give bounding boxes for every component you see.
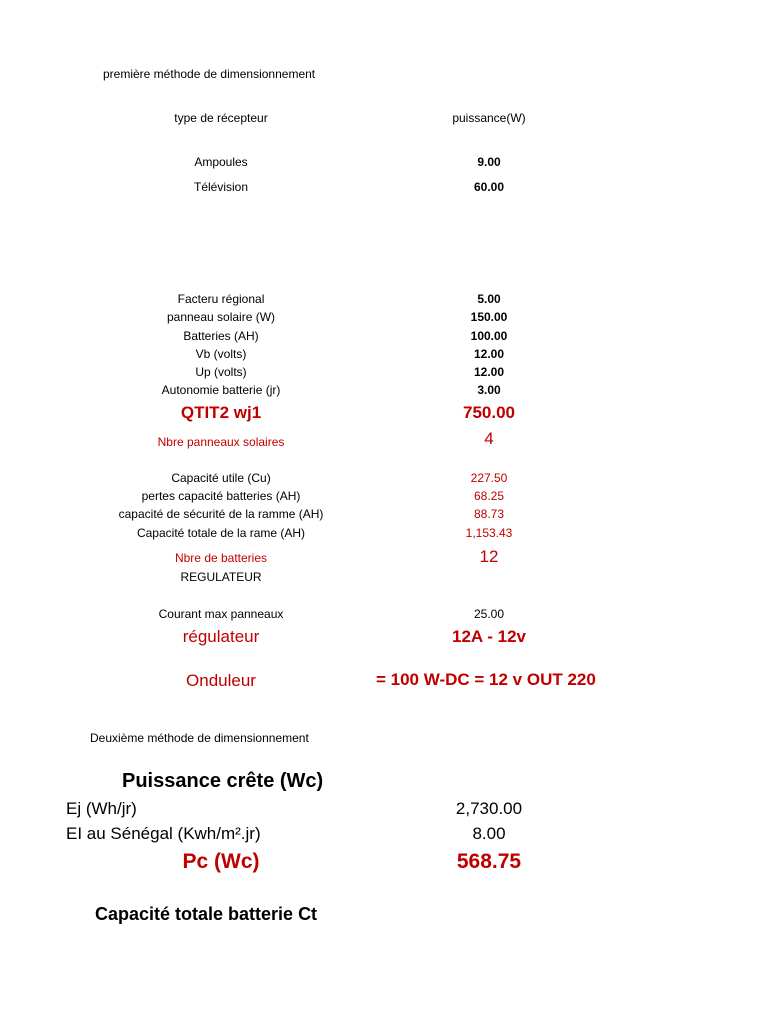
courant-value: 25.00 xyxy=(473,607,505,621)
panneaux-value: 4 xyxy=(484,429,494,448)
param-label-up: Up (volts) xyxy=(195,365,247,379)
batteries-count-label: Nbre de batteries xyxy=(174,551,268,565)
param-value-vb: 12.00 xyxy=(473,347,505,361)
regulateur-heading: REGULATEUR xyxy=(180,570,262,584)
param-label-vb: Vb (volts) xyxy=(195,347,247,361)
onduleur-label: Onduleur xyxy=(186,671,256,690)
regulateur-value: 12A - 12v xyxy=(451,627,527,646)
batteries-count-value: 12 xyxy=(479,547,499,566)
appliance-label-television: Télévision xyxy=(193,180,249,194)
ei-label: EI au Sénégal (Kwh/m².jr) xyxy=(66,824,261,843)
param-value-batteries: 100.00 xyxy=(470,329,508,343)
param-label-facteur: Facteru régional xyxy=(177,292,265,306)
param-value-panneau: 150.00 xyxy=(470,310,508,324)
capacity-value-utile: 227.50 xyxy=(470,471,508,485)
courant-label: Courant max panneaux xyxy=(158,607,284,621)
param-value-facteur: 5.00 xyxy=(477,292,501,306)
header-receiver-type: type de récepteur xyxy=(174,111,268,125)
panneaux-label: Nbre panneaux solaires xyxy=(157,435,285,449)
pc-label: Pc (Wc) xyxy=(182,850,260,873)
appliance-value-television: 60.00 xyxy=(473,180,505,194)
section2-title: Deuxième méthode de dimensionnement xyxy=(90,731,309,745)
capacity-value-securite: 88.73 xyxy=(473,507,505,521)
header-power: puissance(W) xyxy=(452,111,526,125)
ej-label: Ej (Wh/jr) xyxy=(66,799,137,818)
capacity-value-pertes: 68.25 xyxy=(473,489,505,503)
regulateur-label: régulateur xyxy=(182,627,260,646)
param-label-panneau: panneau solaire (W) xyxy=(166,310,276,324)
qtit-value: 750.00 xyxy=(463,403,515,422)
ej-value: 2,730.00 xyxy=(455,799,523,818)
puissance-crete-heading: Puissance crête (Wc) xyxy=(122,770,324,792)
capacity-label-pertes: pertes capacité batteries (AH) xyxy=(141,489,301,503)
param-label-autonomie: Autonomie batterie (jr) xyxy=(161,383,281,397)
appliance-label-ampoules: Ampoules xyxy=(194,155,248,169)
param-value-autonomie: 3.00 xyxy=(477,383,501,397)
ei-value: 8.00 xyxy=(472,824,506,843)
capacity-label-utile: Capacité utile (Cu) xyxy=(171,471,271,485)
qtit-label: QTIT2 wj1 xyxy=(180,403,262,422)
section1-title: première méthode de dimensionnement xyxy=(103,67,316,81)
capacity-value-totale: 1,153.43 xyxy=(465,526,513,540)
capacite-totale-heading: Capacité totale batterie Ct xyxy=(95,904,318,924)
onduleur-value: = 100 W-DC = 12 v OUT 220 xyxy=(376,671,596,689)
onduleur-value-cell xyxy=(376,671,602,691)
param-label-batteries: Batteries (AH) xyxy=(183,329,259,343)
param-value-up: 12.00 xyxy=(473,365,505,379)
pc-value: 568.75 xyxy=(456,850,522,873)
capacity-label-securite: capacité de sécurité de la ramme (AH) xyxy=(118,507,324,521)
appliance-value-ampoules: 9.00 xyxy=(477,155,501,169)
capacity-label-totale: Capacité totale de la rame (AH) xyxy=(136,526,306,540)
